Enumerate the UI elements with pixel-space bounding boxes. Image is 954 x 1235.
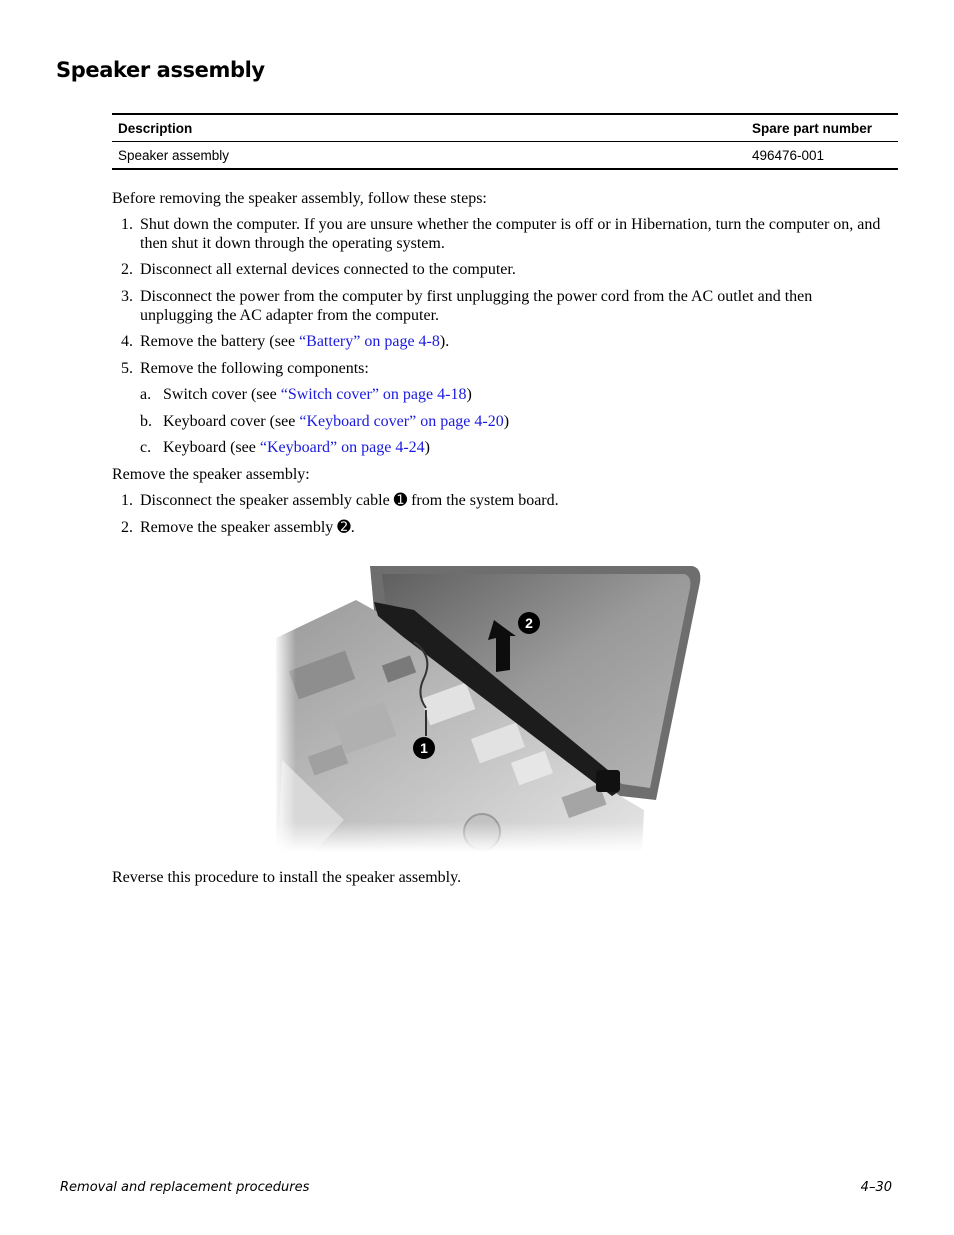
column-header-description: Description <box>112 114 746 142</box>
step-number: 2. <box>121 519 133 536</box>
step-text: Disconnect the power from the computer by first unplugging the power cord from the AC outlet and then unplugging the AC adapter from the computer. <box>140 288 813 324</box>
keyboard-cover-link[interactable]: “Keyboard cover” on page 4-20 <box>299 413 504 430</box>
step-text <box>140 491 901 510</box>
callout-1-label: 1 <box>420 740 428 756</box>
callout-2-icon: ➋ <box>337 519 351 536</box>
sub-step-suffix: ) <box>466 386 472 403</box>
sub-step-letter: a. <box>140 386 152 403</box>
sub-step-prefix: Switch cover (see <box>163 386 281 403</box>
step-text <box>140 518 901 537</box>
table-row <box>112 142 898 170</box>
figure-edge-fade <box>274 560 296 852</box>
column-header-spare-part-number: Spare part number <box>746 114 898 142</box>
closing-paragraph: Reverse this procedure to install the speaker assembly. <box>112 869 462 886</box>
table-header-row <box>112 114 898 142</box>
step-number: 3. <box>121 288 133 305</box>
step-text: Remove the following components: <box>140 360 369 377</box>
step-text-suffix: from the system board. <box>407 492 559 509</box>
footer-section-title: Removal and replacement procedures <box>60 1180 310 1195</box>
figure-bottom-fade <box>274 822 704 852</box>
step-text <box>140 332 901 351</box>
speaker-end-cap <box>596 770 620 792</box>
step-text-prefix: Disconnect the speaker assembly cable <box>140 492 394 509</box>
step-text-prefix: Remove the speaker assembly <box>140 519 338 536</box>
sub-step-letter: b. <box>140 413 152 430</box>
remove-intro-paragraph: Remove the speaker assembly: <box>112 466 310 483</box>
step-number: 2. <box>121 261 133 278</box>
footer-page-number: 4–30 <box>860 1180 892 1195</box>
speaker-removal-illustration <box>274 560 704 852</box>
intro-paragraph: Before removing the speaker assembly, follow these steps: <box>112 190 487 207</box>
sub-step-text <box>163 385 900 404</box>
sub-step-text <box>163 412 900 431</box>
callout-1-icon: ➊ <box>393 492 408 509</box>
section-heading: Speaker assembly <box>56 58 265 82</box>
battery-link[interactable]: “Battery” on page 4-8 <box>299 333 440 350</box>
step-text-suffix: ). <box>439 333 450 350</box>
spare-parts-table <box>112 113 898 170</box>
step-number: 4. <box>121 333 133 350</box>
step-number: 1. <box>121 492 133 509</box>
step-text-prefix: Remove the battery (see <box>140 333 300 350</box>
sub-step-prefix: Keyboard cover (see <box>163 413 300 430</box>
sub-step-letter: c. <box>140 439 152 456</box>
step-text: Shut down the computer. If you are unsure whether the computer is off or in Hibernation, turn the computer on, and then shut it down through the operating system. <box>140 216 881 252</box>
callout-2-label: 2 <box>525 615 533 631</box>
cell-description: Speaker assembly <box>118 147 230 163</box>
sub-step-suffix: ) <box>424 439 430 456</box>
keyboard-link[interactable]: “Keyboard” on page 4-24 <box>259 439 425 456</box>
step-text: Disconnect all external devices connected to the computer. <box>140 261 516 278</box>
switch-cover-link[interactable]: “Switch cover” on page 4-18 <box>280 386 467 403</box>
step-text-suffix: . <box>350 519 355 536</box>
sub-step-text <box>163 438 900 457</box>
cell-spare-part-number: 496476-001 <box>752 147 825 163</box>
step-number: 1. <box>121 216 133 233</box>
sub-step-prefix: Keyboard (see <box>163 439 260 456</box>
sub-step-suffix: ) <box>503 413 510 430</box>
step-number: 5. <box>121 360 133 377</box>
